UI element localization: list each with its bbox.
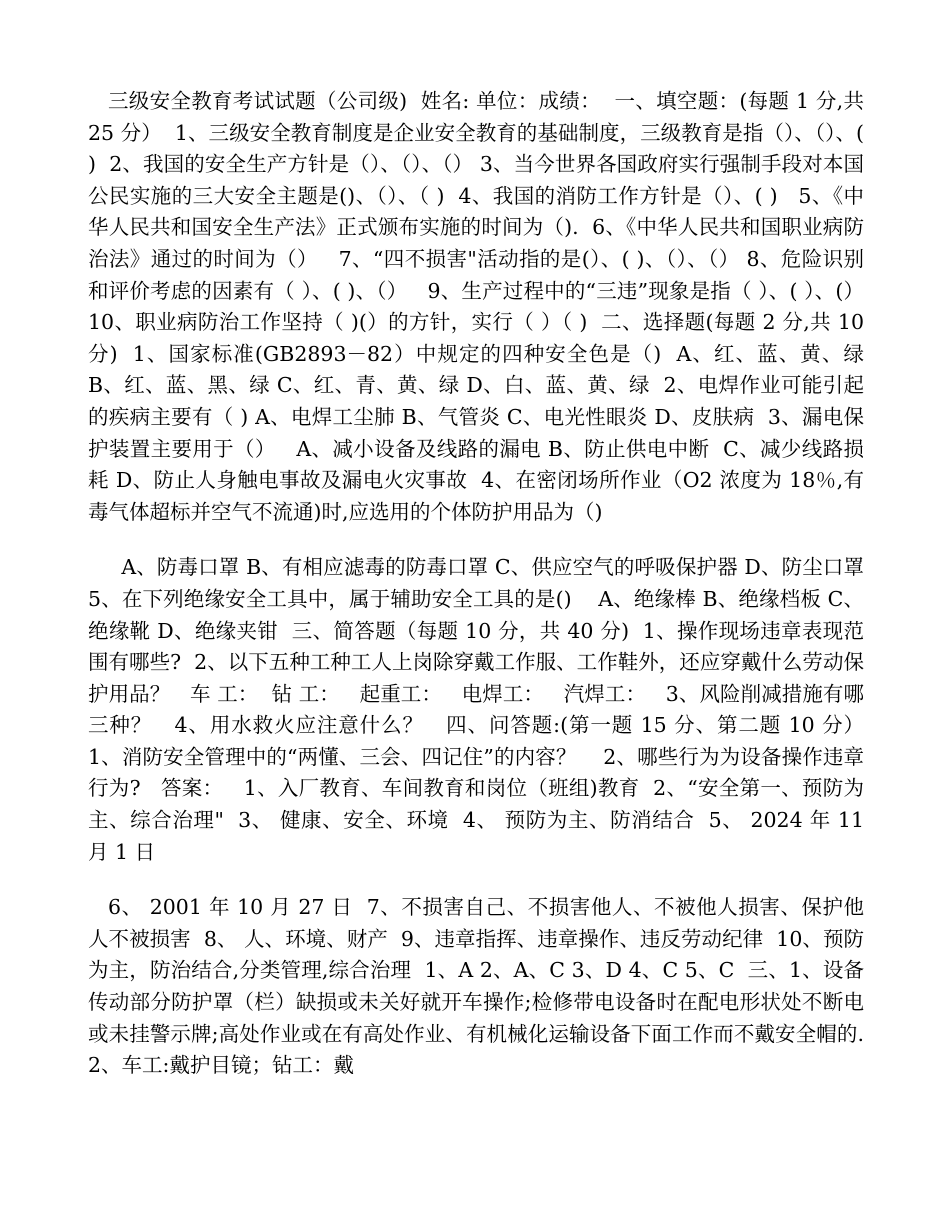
document-paragraph-2: A、防毒口罩 B、有相应滤毒的防毒口罩 C、供应空气的呼吸保护器 D、防尘口罩 5、在下列绝缘安全工具中，属于辅助安全工具的是() A、绝缘棒 B、绝缘档板 C、绝缘靴 D、绝缘夹钳 三、简答题（每题 10 分，共 40 分) 1、操作现场违章表现范围有哪些? 2、以下五种工种工人上岗除穿戴工作服、工作鞋外，还应穿戴什么劳动保护用品？ 车 工： 钻 工： 起重工： 电焊工： 汽焊工： 3、风险削减措施有哪三种？ 4、用水救火应注意什么？ 四、问答题:(第一题 15 分、第二题 10 分） 1、消防安全管理中的“两懂、三会、四记住”的内容？ 2、哪些行为为设备操作违章行为? 答案： 1、入厂教育、车间教育和岗位（班组)教育 2、“安全第一、预防为主、综合治理" 3、 健康、安全、环境 4、 预防为主、防消结合 5、 2024 年 11 月 1 日 xyxy=(88,555,884,864)
document-paragraph-1: 三级安全教育考试试题（公司级) 姓名: 单位：成绩： 一、填空题：(每题 1 分,共 25 分） 1、三级安全教育制度是企业安全教育的基础制度，三级教育是指（）、（）、( ) 2、我国的安全生产方针是（）、（）、（） 3、当今世界各国政府实行强制手段对本国公民实施的三大安全主题是()、（）、（ ) 4、我国的消防工作方针是（）、( ) 5、《中华人民共和国安全生产法》正式颁布实施的时间为（). 6、《中华人民共和国职业病防治法》通过的时间为（） 7、“四不损害"活动指的是(）、( )、（）、（） 8、危险识别和评价考虑的因素有（ ）、( )、（） 9、生产过程中的“三违”现象是指（ ）、( ）、(） 10、职业病防治工作坚持（ )(）的方针，实行（ ）（ ) 二、选择题(每题 2 分,共 10 分) 1、国家标准(GB2893－82）中规定的四种安全色是（) A、红、蓝、黄、绿 B、红、蓝、黑、绿 C、红、青、黄、绿 D、白、蓝、黄、绿 2、电焊作业可能引起的疾病主要有（ ) A、电焊工尘肺 B、气管炎 C、电光性眼炎 D、皮肤病 3、漏电保护装置主要用于（） A、减小设备及线路的漏电 B、防止供电中断 C、减少线路损耗 D、防止人身触电事故及漏电火灾事故 4、在密闭场所作业（O2 浓度为 18％,有毒气体超标并空气不流通)时,应选用的个体防护用品为（) xyxy=(88,89,884,524)
document-paragraph-3: 6、 2001 年 10 月 27 日 7、不损害自己、不损害他人、不被他人损害、保护他人不被损害 8、 人、环境、财产 9、违章指挥、违章操作、违反劳动纪律 10、预防为主，防治结合,分类管理,综合治理 1、A 2、A、C 3、D 4、C 5、C 三、1、设备传动部分防护罩（栏）缺损或未关好就开车操作;检修带电设备时在配电形状处不断电或未挂警示牌;高处作业或在有高处作业、有机械化运输设备下面工作而不戴安全帽的. 2、车工:戴护目镜；钻工：戴 xyxy=(88,895,878,1078)
document-page xyxy=(88,86,884,1082)
